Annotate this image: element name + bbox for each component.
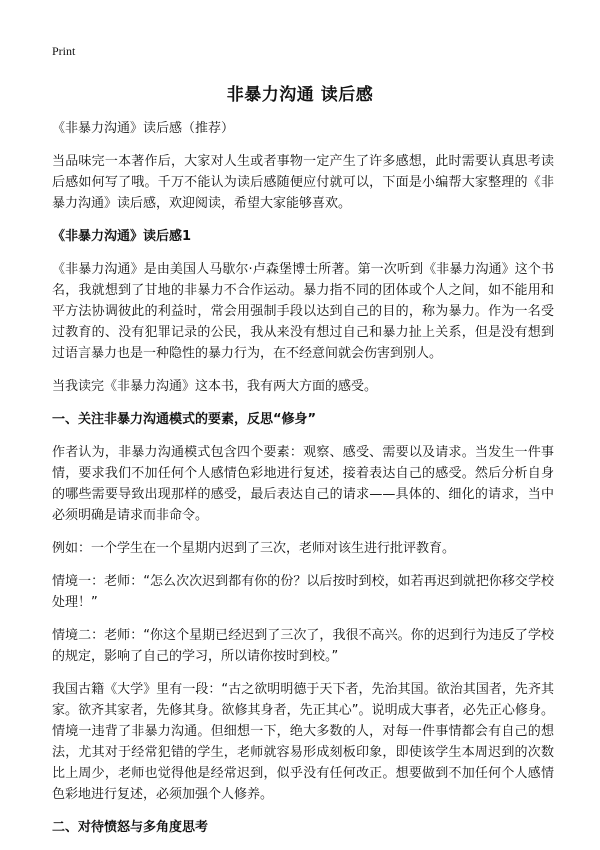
section-heading-1: 《非暴力沟通》读后感1: [52, 229, 192, 244]
article-body: [52, 118, 554, 850]
paragraph-1: 《非暴力沟通》是由美国人马歇尔·卢森堡博士所著。第一次听到《非暴力沟通》这个书名，我就想到了甘地的非暴力不合作运动。暴力指不同的团体或个人之间，如不能用和平方法协调彼此的利益时，常会用强制手段以达到自己的目的，称为暴力。作为一名受过教育的、没有犯罪记录的公民，我从来没有想过自己和暴力扯上关系，但是没有想到过语言暴力也是一种隐性的暴力行为，在不经意间就会伤害到别人。: [52, 262, 554, 361]
paragraph-6: 情境二：老师：“你这个星期已经迟到了三次了，我很不高兴。你的迟到行为违反了学校的规定，影响了自己的学习，所以请你按时到校。”: [52, 628, 554, 664]
paragraph-5: 情境一：老师：“怎么次次迟到都有你的份？以后按时到校，如若再迟到就把你移交学校处理！”: [52, 574, 554, 610]
article-subtitle: 《非暴力沟通》读后感（推荐）: [52, 121, 235, 136]
paragraph-3: 作者认为，非暴力沟通模式包含四个要素：观察、感受、需要以及请求。当发生一件事情，要求我们不加任何个人感情色彩地进行复述，接着表达自己的感受。然后分析自身的哪些需要导致出现那样的感受，最后表达自己的请求——具体的、细化的请求，当中必须明确是请求而非命令。: [52, 445, 554, 523]
section-heading-3: 二、对待愤怒与多角度思考: [52, 820, 209, 835]
paragraph-4: 例如：一个学生在一个星期内迟到了三次，老师对该生进行批评教育。: [52, 541, 456, 556]
intro-paragraph: 当品味完一本著作后，大家对人生或者事物一定产生了许多感想，此时需要认真思考读后感如何写了哦。千万不能认为读后感随便应付就可以，下面是小编帮大家整理的《非暴力沟通》读后感，欢迎阅读，希望大家能够喜欢。: [52, 154, 554, 211]
section-heading-2: 一、关注非暴力沟通模式的要素，反思“修身”: [52, 412, 317, 427]
paragraph-2: 当我读完《非暴力沟通》这本书，我有两大方面的感受。: [52, 379, 378, 394]
page-title: 非暴力沟通 读后感: [226, 85, 374, 105]
paragraph-7: 我国古籍《大学》里有一段：“古之欲明明德于天下者，先治其国。欲治其国者，先齐其家。欲齐其家者，先修其身。欲修其身者，先正其心”。说明成大事者，必先正心修身。情境一违背了非暴力沟通。但细想一下，绝大多数的人，对每一件事情都会有自己的想法，尤其对于经常犯错的学生，老师就容易形成刻板印象，即使该学生本周迟到的次数比上周少，老师也觉得他是经常迟到，似乎没有任何改正。想要做到不加任何个人感情色彩地进行复述，必须加强个人修养。: [52, 682, 554, 802]
print-link[interactable]: Print: [52, 44, 76, 58]
